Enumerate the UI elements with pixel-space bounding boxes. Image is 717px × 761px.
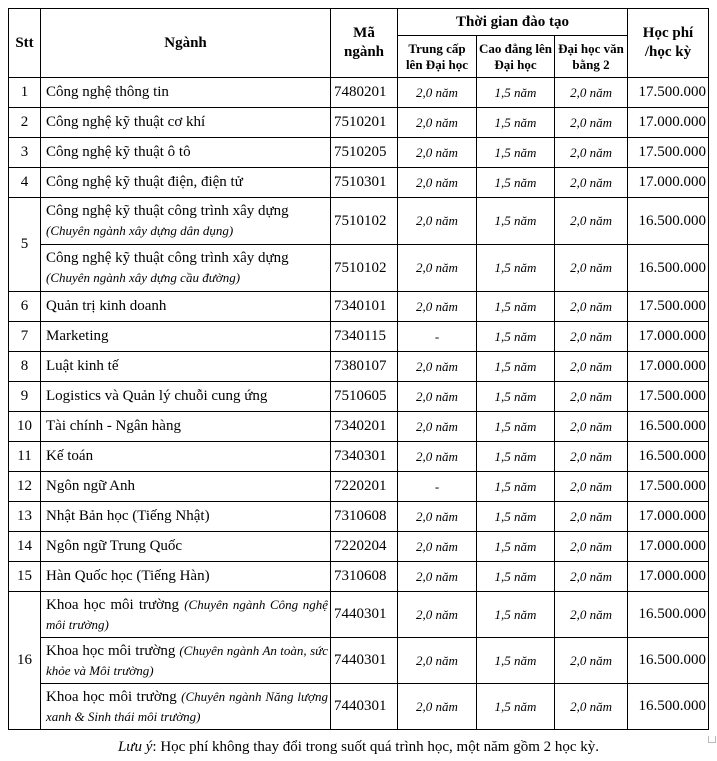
major-name: Marketing [46,328,109,344]
table-row [9,138,709,168]
header-stt: Stt [9,9,41,78]
cell-cao-dang: 1,5 năm [477,78,555,108]
major-name: Logistics và Quản lý chuỗi cung ứng [46,388,268,404]
major-name: Công nghệ kỹ thuật công trình xây dựng [46,202,289,219]
cell-stt: 7 [9,322,41,352]
footnote [0,737,717,757]
cell-ma-nganh: 7340101 [331,292,398,322]
cell-hoc-phi: 17.000.000 [628,322,709,352]
cell-hoc-phi: 17.000.000 [628,502,709,532]
cell-nganh [41,472,331,502]
cell-nganh [41,442,331,472]
cell-stt: 8 [9,352,41,382]
cell-hoc-phi: 16.500.000 [628,442,709,472]
cell-cao-dang: 1,5 năm [477,292,555,322]
cell-trung-cap: 2,0 năm [398,442,477,472]
cell-cao-dang: 1,5 năm [477,138,555,168]
table-row [9,245,709,292]
cell-nganh [41,592,331,638]
table-row [9,412,709,442]
cell-stt: 11 [9,442,41,472]
cell-trung-cap: - [398,322,477,352]
cell-hoc-phi: 17.500.000 [628,78,709,108]
table-row [9,198,709,245]
cell-ma-nganh: 7510205 [331,138,398,168]
cell-nganh [41,382,331,412]
cell-ma-nganh: 7340115 [331,322,398,352]
cell-trung-cap: - [398,472,477,502]
cell-dai-hoc: 2,0 năm [555,198,628,245]
cell-stt: 12 [9,472,41,502]
cell-dai-hoc: 2,0 năm [555,108,628,138]
cell-nganh [41,198,331,245]
cell-stt: 16 [9,592,41,730]
cell-cao-dang: 1,5 năm [477,245,555,292]
cell-cao-dang: 1,5 năm [477,442,555,472]
cell-ma-nganh: 7310608 [331,562,398,592]
cell-trung-cap: 2,0 năm [398,684,477,730]
table-row [9,472,709,502]
table-row [9,382,709,412]
cell-nganh [41,684,331,730]
cell-cao-dang: 1,5 năm [477,472,555,502]
cell-dai-hoc: 2,0 năm [555,322,628,352]
cell-cao-dang: 1,5 năm [477,532,555,562]
cell-stt: 5 [9,198,41,292]
cell-stt: 9 [9,382,41,412]
cell-trung-cap: 2,0 năm [398,198,477,245]
cell-dai-hoc: 2,0 năm [555,684,628,730]
cell-stt: 3 [9,138,41,168]
cell-hoc-phi: 16.500.000 [628,684,709,730]
major-name: Kế toán [46,448,94,464]
major-name: Nhật Bản học (Tiếng Nhật) [46,508,210,524]
table-row [9,168,709,198]
major-name: Công nghệ kỹ thuật công trình xây dựng [46,249,289,266]
header-thoi-gian: Thời gian đào tạo [398,9,628,36]
major-specialization: (Chuyên ngành Công nghệ môi trường) [46,596,329,632]
cell-ma-nganh: 7440301 [331,684,398,730]
cell-cao-dang: 1,5 năm [477,198,555,245]
table-row [9,638,709,684]
cell-trung-cap: 2,0 năm [398,532,477,562]
cell-trung-cap: 2,0 năm [398,245,477,292]
cell-ma-nganh: 7480201 [331,78,398,108]
major-name: Ngôn ngữ Anh [46,478,135,494]
major-name: Công nghệ thông tin [46,84,169,100]
cell-stt: 6 [9,292,41,322]
cell-nganh [41,292,331,322]
major-name: Công nghệ kỹ thuật điện, điện tử [46,174,243,190]
cell-trung-cap: 2,0 năm [398,138,477,168]
cell-cao-dang: 1,5 năm [477,684,555,730]
cell-hoc-phi: 17.500.000 [628,382,709,412]
cell-hoc-phi: 17.500.000 [628,472,709,502]
cell-dai-hoc: 2,0 năm [555,592,628,638]
table-row [9,108,709,138]
cell-hoc-phi: 17.000.000 [628,532,709,562]
cell-trung-cap: 2,0 năm [398,382,477,412]
cell-hoc-phi: 16.500.000 [628,638,709,684]
cell-cao-dang: 1,5 năm [477,502,555,532]
cell-stt: 15 [9,562,41,592]
cell-dai-hoc: 2,0 năm [555,138,628,168]
cell-ma-nganh: 7510605 [331,382,398,412]
cell-nganh [41,412,331,442]
cell-hoc-phi: 17.000.000 [628,168,709,198]
table-row [9,684,709,730]
cell-ma-nganh: 7510201 [331,108,398,138]
cell-dai-hoc: 2,0 năm [555,502,628,532]
cell-trung-cap: 2,0 năm [398,78,477,108]
footnote-label: Lưu ý [117,739,153,755]
cell-nganh [41,352,331,382]
major-name: Khoa học môi trường [46,596,180,613]
major-name: Khoa học môi trường [46,642,176,659]
cell-dai-hoc: 2,0 năm [555,352,628,382]
cell-stt: 14 [9,532,41,562]
table-row [9,442,709,472]
cell-dai-hoc: 2,0 năm [555,412,628,442]
cell-ma-nganh: 7440301 [331,638,398,684]
major-name: Khoa học môi trường [46,688,177,705]
cell-nganh [41,245,331,292]
cell-dai-hoc: 2,0 năm [555,382,628,412]
major-name: Công nghệ kỹ thuật ô tô [46,144,191,160]
major-name: Quản trị kinh doanh [46,298,167,314]
major-name: Luật kinh tế [46,358,119,374]
cell-nganh [41,138,331,168]
cell-cao-dang: 1,5 năm [477,108,555,138]
cell-dai-hoc: 2,0 năm [555,168,628,198]
cell-trung-cap: 2,0 năm [398,108,477,138]
cell-ma-nganh: 7510102 [331,245,398,292]
cell-nganh [41,322,331,352]
footnote-text: : Học phí không thay đổi trong suốt quá trình học, một năm gồm 2 học kỳ. [152,739,600,755]
major-name: Ngôn ngữ Trung Quốc [46,538,183,554]
cell-nganh [41,562,331,592]
cell-hoc-phi: 17.500.000 [628,138,709,168]
cell-hoc-phi: 17.000.000 [628,352,709,382]
cell-hoc-phi: 17.000.000 [628,108,709,138]
cell-hoc-phi: 16.500.000 [628,198,709,245]
cell-stt: 2 [9,108,41,138]
cell-nganh [41,168,331,198]
table-row [9,78,709,108]
cell-ma-nganh: 7440301 [331,592,398,638]
cell-ma-nganh: 7510102 [331,198,398,245]
cell-cao-dang: 1,5 năm [477,352,555,382]
cell-ma-nganh: 7220204 [331,532,398,562]
cell-stt: 13 [9,502,41,532]
major-specialization: (Chuyên ngành An toàn, sức khỏe và Môi trường) [46,642,328,678]
table-row [9,292,709,322]
cell-trung-cap: 2,0 năm [398,168,477,198]
cell-dai-hoc: 2,0 năm [555,562,628,592]
table-row [9,592,709,638]
cell-nganh [41,532,331,562]
cell-cao-dang: 1,5 năm [477,322,555,352]
cell-stt: 10 [9,412,41,442]
cell-cao-dang: 1,5 năm [477,412,555,442]
major-name: Tài chính - Ngân hàng [46,418,181,434]
cell-dai-hoc: 2,0 năm [555,292,628,322]
cell-trung-cap: 2,0 năm [398,592,477,638]
cell-hoc-phi: 17.000.000 [628,562,709,592]
major-specialization: (Chuyên ngành xây dựng cầu đường) [46,269,241,285]
cell-ma-nganh: 7340301 [331,442,398,472]
corner-mark [708,736,716,743]
cell-nganh [41,638,331,684]
header-cao-dang: Cao đẳng lên Đại học [477,36,555,78]
cell-trung-cap: 2,0 năm [398,562,477,592]
major-specialization: (Chuyên ngành Năng lượng xanh & Sinh thái môi trường) [46,688,328,724]
header-dai-hoc: Đại học văn bằng 2 [555,36,628,78]
cell-dai-hoc: 2,0 năm [555,78,628,108]
table-row [9,532,709,562]
cell-dai-hoc: 2,0 năm [555,638,628,684]
table-row [9,502,709,532]
cell-hoc-phi: 16.500.000 [628,592,709,638]
table-row [9,562,709,592]
cell-nganh [41,78,331,108]
major-specialization: (Chuyên ngành xây dựng dân dụng) [46,222,234,238]
header-trung-cap: Trung cấp lên Đại học [398,36,477,78]
cell-stt: 4 [9,168,41,198]
tuition-table [8,8,709,730]
cell-trung-cap: 2,0 năm [398,412,477,442]
cell-trung-cap: 2,0 năm [398,638,477,684]
header-hoc-phi: Học phí /học kỳ [628,9,709,78]
cell-ma-nganh: 7510301 [331,168,398,198]
cell-ma-nganh: 7310608 [331,502,398,532]
major-name: Công nghệ kỹ thuật cơ khí [46,114,206,130]
major-name: Hàn Quốc học (Tiếng Hàn) [46,568,210,584]
header-ma-nganh: Mã ngành [331,9,398,78]
cell-dai-hoc: 2,0 năm [555,532,628,562]
cell-dai-hoc: 2,0 năm [555,245,628,292]
cell-dai-hoc: 2,0 năm [555,442,628,472]
cell-trung-cap: 2,0 năm [398,352,477,382]
cell-cao-dang: 1,5 năm [477,168,555,198]
cell-stt: 1 [9,78,41,108]
cell-nganh [41,108,331,138]
cell-cao-dang: 1,5 năm [477,638,555,684]
cell-ma-nganh: 7380107 [331,352,398,382]
cell-cao-dang: 1,5 năm [477,382,555,412]
table-row [9,322,709,352]
cell-trung-cap: 2,0 năm [398,502,477,532]
cell-ma-nganh: 7340201 [331,412,398,442]
cell-trung-cap: 2,0 năm [398,292,477,322]
cell-hoc-phi: 17.500.000 [628,292,709,322]
cell-nganh [41,502,331,532]
header-nganh: Ngành [41,9,331,78]
cell-cao-dang: 1,5 năm [477,562,555,592]
cell-hoc-phi: 16.500.000 [628,245,709,292]
cell-cao-dang: 1,5 năm [477,592,555,638]
cell-ma-nganh: 7220201 [331,472,398,502]
cell-hoc-phi: 16.500.000 [628,412,709,442]
cell-dai-hoc: 2,0 năm [555,472,628,502]
table-row [9,352,709,382]
